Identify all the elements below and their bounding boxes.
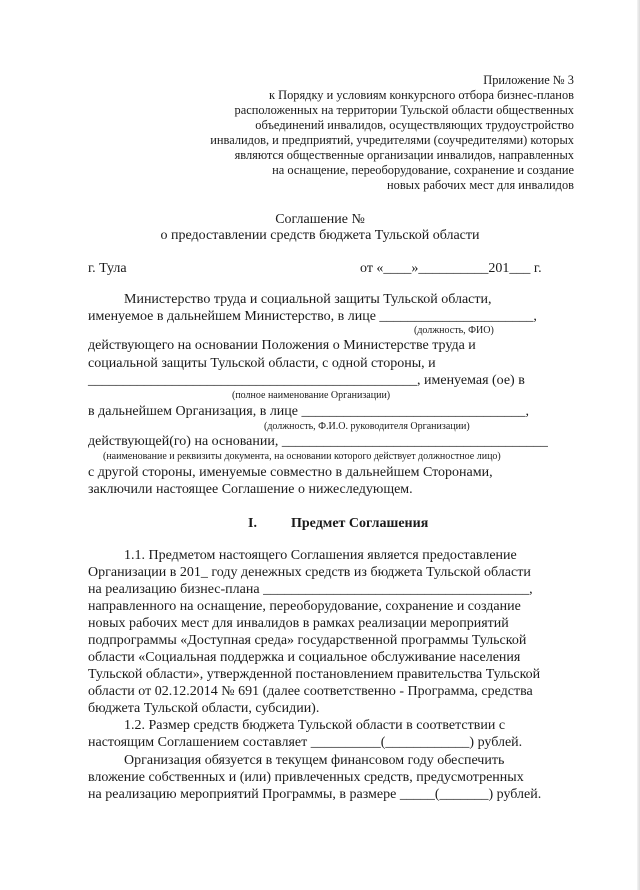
clause-line: настоящим Соглашением составляет __________(____________) рублей.	[88, 735, 523, 750]
preamble-line: с другой стороны, именуемые совместно в дальнейшем Сторонами,	[88, 465, 493, 480]
preamble-line: Министерство труда и социальной защиты Тульской области,	[124, 292, 492, 307]
clause-line: на реализацию бизнес-плана ______________________________________,	[88, 582, 533, 597]
clause-line: 1.2. Размер средств бюджета Тульской области в соответствии с	[124, 718, 506, 733]
preamble-line: заключили настоящее Соглашение о нижеследующем.	[88, 482, 413, 497]
preamble-line: действующего на основании Положения о Министерстве труда и	[88, 338, 476, 353]
field-note: (наименование и реквизиты документа, на основании которого действует должностное лицо)	[103, 451, 501, 462]
field-note: (должность, ФИО)	[414, 325, 494, 336]
appendix-line: расположенных на территории Тульской области общественных	[234, 103, 574, 117]
clause-line: области «Социальная поддержка и социальное обслуживание населения	[88, 650, 521, 665]
clause-line: 1.1. Предметом настоящего Соглашения является предоставление	[124, 548, 517, 563]
appendix-line: объединений инвалидов, осуществляющих трудоустройство	[255, 118, 574, 132]
clause-line: новых рабочих мест для инвалидов в рамках реализации мероприятий	[88, 616, 509, 631]
section-number: I.	[248, 516, 257, 531]
clause-line: Организации в 201_ году денежных средств из бюджета Тульской области	[88, 565, 531, 580]
agreement-title: Соглашение №	[275, 212, 365, 227]
place: г. Тула	[88, 261, 127, 276]
clause-line: направленного на оснащение, переоборудование, сохранение и создание	[88, 599, 521, 614]
clause-line: области от 02.12.2014 № 691 (далее соответственно - Программа, средства	[88, 684, 533, 699]
appendix-line: на оснащение, переоборудование, сохранение и создание	[272, 163, 574, 177]
clause-line: Организация обязуется в текущем финансовом году обеспечить	[124, 753, 505, 768]
appendix-line: инвалидов, и предприятий, учредителями (соучредителями) которых	[210, 133, 574, 147]
date-line: от «____»__________201___ г.	[360, 261, 542, 276]
clause-line: вложение собственных и (или) привлеченных средств, предусмотренных	[88, 770, 524, 785]
clause-line: бюджета Тульской области, субсидии).	[88, 701, 320, 716]
section-title: Предмет Соглашения	[291, 516, 429, 531]
appendix-line: к Порядку и условиям конкурсного отбора бизнес-планов	[269, 88, 574, 102]
clause-line: Тульской области», утвержденной постановлением правительства Тульской	[88, 667, 541, 682]
preamble-line: социальной защиты Тульской области, с одной стороны, и	[88, 356, 436, 371]
clause-line: на реализацию мероприятий Программы, в размере _____(_______) рублей.	[88, 787, 542, 802]
agreement-subtitle: о предоставлении средств бюджета Тульской области	[160, 228, 480, 243]
preamble-line: в дальнейшем Организация, в лице ________________________________,	[88, 404, 530, 419]
preamble-line: _______________________________________________, именуемая (ое) в	[88, 373, 525, 388]
clause-line: подпрограммы «Доступная среда» государственной программы Тульской	[88, 633, 527, 648]
field-note: (полное наименование Организации)	[232, 390, 391, 401]
preamble-line: действующей(го) на основании, ______________________________________	[88, 434, 548, 449]
appendix-line: являются общественные организации инвалидов, направленных	[234, 148, 574, 162]
appendix-title: Приложение № 3	[483, 73, 574, 87]
preamble-line: именуемое в дальнейшем Министерство, в лице ______________________,	[88, 309, 537, 324]
appendix-line: новых рабочих мест для инвалидов	[387, 178, 574, 192]
field-note: (должность, Ф.И.О. руководителя Организации)	[264, 421, 470, 432]
